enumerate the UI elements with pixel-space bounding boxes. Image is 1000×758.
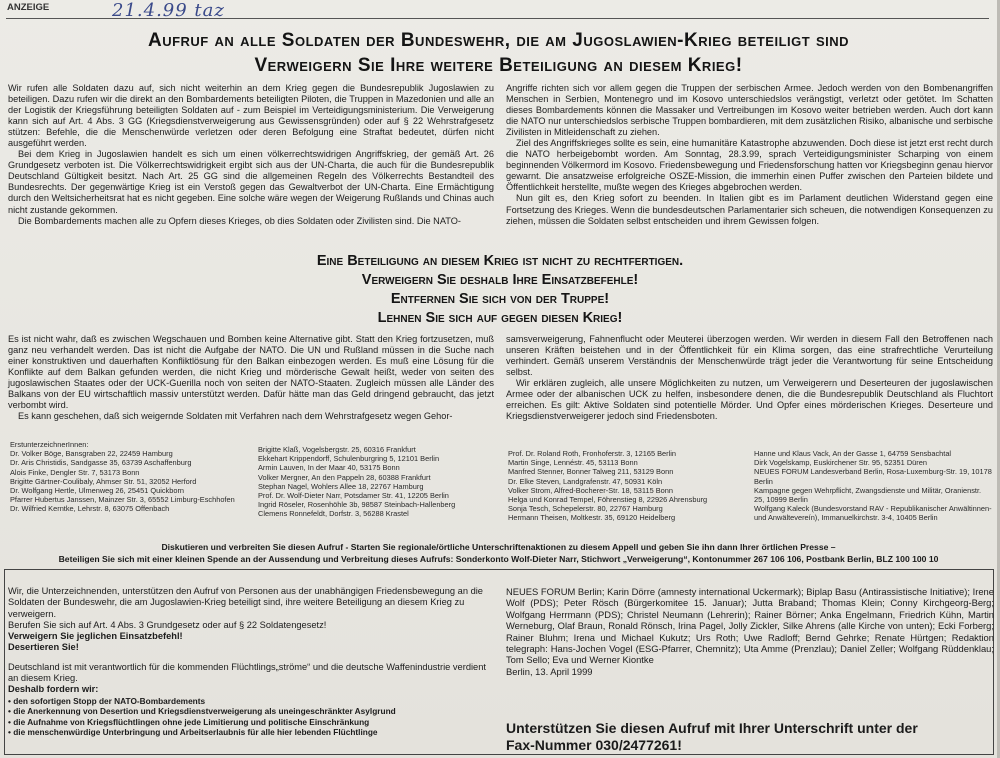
support-emphasis: Desertieren Sie! <box>8 642 79 653</box>
signer-entry: Hanne und Klaus Vack, An der Gasse 1, 64759 Sensbachtal <box>754 449 952 458</box>
body2-right-paragraph: samsverweigerung, Fahnenflucht oder Meuterei überzogen werden. Wir werden in diesem Fall den Betroffenen nach unseren Kräften beistehen und in der Öffentlichkeit für ein Klima sorgen, das eine strafrechtliche Verurteilung verhindert. Gemäß unserem Verständnis der Menschenwürde trägt jeder die Verantwortung für seine Entscheidung selbst. <box>506 334 993 378</box>
signer-entry: Dr. Wilfried Kerntke, Lehrstr. 8, 63075 Offenbach <box>10 504 170 514</box>
support-text-left <box>8 586 490 738</box>
body2-left-paragraph: Es kann geschehen, daß sich weigernde Soldaten mit Verfahren nach dem Wehrstrafgesetz wegen Gehor- <box>18 411 453 422</box>
signer-entry: Dr. Volker Böge, Bansgraben 22, 22459 Hamburg <box>10 449 173 459</box>
signer-entry: Helga und Konrad Tempel, Föhrenstieg 8, 22926 Ahrensburg <box>508 495 708 505</box>
slogan-block <box>150 252 850 328</box>
demands-list <box>8 696 490 738</box>
signer-entry: Ekkehart Krippendorff, Schulenburgring 5, 12101 Berlin <box>258 454 440 464</box>
body2-right-column <box>506 334 993 444</box>
signers-column-2 <box>258 445 498 519</box>
body-left-paragraph: Die Bombardements machen alle zu Opfern dieses Krieges, ob dies Soldaten oder Zivilisten sind. Die NATO- <box>18 215 461 226</box>
signer-entry: Dirk Vogelskamp, Euskirchener Str. 95, 52351 Düren <box>754 458 927 468</box>
body-right-paragraph: Angriffe richten sich vor allem gegen die Truppen der serbischen Armee. Jedoch werden von den Bombenangriffen Menschen in Serbien, Montenegro und im Kosovo unterschiedslos verängstigt, verletzt oder getötet. Im Schatten dieses Bombardements können die Massaker und Vertreibungen im Kosovo weiter betrieben werden. Auch dort kann die NATO nur unterschiedslos serbische Truppen bombardieren, mit dem zusätzlichen Risiko, albanische und serbische Zivilisten in Mitleidenschaft zu ziehen. <box>506 83 993 138</box>
body-right-column <box>506 83 993 269</box>
demand-item: • die Aufnahme von Kriegsflüchtlingen ohne jede Limitierung und politische Einschränkung <box>8 716 370 727</box>
signer-entry: Clemens Ronnefeldt, Dorfstr. 3, 56288 Krastel <box>258 509 409 519</box>
body-right-paragraph: Ziel des Angriffskrieges sollte es sein, eine humanitäre Katastrophe abzuwenden. Doch diese ist jetzt erst recht durch die NATO herbeigebombt worden. Am Sonntag, 28.3.99, sprach Verteidigungsminister Scharping von einem beginnenden Völkermord im Kosovo. Friedensbewegung und Friedensforschung hatten vor Kriegsbeginn genau hiervor gewarnt. Die ansatzweise erfolgreiche OSZE-Mission, die immerhin einen Puffer zwischen den Parteien bildete und Öffentlichkeit herstellte, mußte wegen des Krieges abgebrochen werden. <box>506 138 993 193</box>
signer-entry: Volker Mergner, An den Pappeln 28, 60388 Frankfurt <box>258 472 431 482</box>
signer-entry: ErstunterzeichnerInnen: <box>10 440 89 449</box>
appeal-line-1: Diskutieren und verbreiten Sie diesen Aufruf - Starten Sie regionale/örtliche Unterschriftenaktionen zu diesem Appell und geben Sie ihn dann Ihrer örtlichen Presse – <box>161 542 836 552</box>
signer-entry: Armin Lauven, In der Maar 40, 53175 Bonn <box>258 463 400 473</box>
top-rule <box>6 18 989 19</box>
signer-entry: Stephan Nagel, Wohlers Allee 18, 22767 Hamburg <box>258 481 424 491</box>
fax-call-to-action <box>506 720 986 754</box>
supporters-names: NEUES FORUM Berlin; Karin Dörre (amnesty international Uckermark); Biplap Basu (Antirassistische Initiative); Irene Wolf (PDS); Peter Rösch (Bürgerkomitee 15. Januar); Jutta Braband; Thomas Klein; Conny Kirchgeorg-Berg; Wolfgang Herrmann (PDS); Christel Neumann (Lehrerin); Rainer Börner; Anka Engelmann, Friedrich Kühn, Martin Werneburg, Olaf Braun, Ronald Rönsch, Irina Pagel, Jolly Zickler, Silke Ahrens (alle Kirche von unten); Ecki Forberg; Rainer Bluhm; Irena und Michael Kukutz; Urs Roth; Uwe Radloff; Bernd Gehrke; Renate Hürtgen; Redaktion telegraph: Hans-Jochen Vogel (ESG-Pfarrer, Chemnitz); Uta Amme (Prenzlau); Daniel Zeller; Wolfgang Rüddenklau; Tom Sello; Eva und Werner Kiontke <box>506 586 994 666</box>
body2-left-column <box>8 334 494 444</box>
support-emphasis: Verweigern Sie jeglichen Einsatzbefehl! <box>8 631 183 642</box>
signer-entry: Dr. Aris Christidis, Sandgasse 35, 63739 Aschaffenburg <box>10 458 192 468</box>
signer-entry: Hermann Theisen, Moltkestr. 35, 69120 Heidelberg <box>508 513 676 523</box>
body-left-paragraph: Bei dem Krieg in Jugoslawien handelt es sich um einen völkerrechtswidrigen Angriffskrieg, der gemäß Art. 26 Grundgesetz verboten ist. Die Völkerrechtswidrigkeit ergibt sich aus der UN-Charta, die auch für die Bundesrepublik Deutschland Gültigkeit besitzt. Nach Art. 25 GG sind die allgemeinen Regeln des Völkerrechts Bestandteil des Bundesrechts. Der gegenwärtige Krieg ist ein Verstoß gegen das Gewaltverbot der UN-Charta. Eine Ermächtigung durch den Weltsicherheitsrat hat es nicht gegeben. Eine solche wäre wegen der Weigerung Rußlands und Chinas auch nicht zustande gekommen. <box>8 149 494 215</box>
supporters-date: Berlin, 13. April 1999 <box>506 665 593 677</box>
handwritten-date-note: 21.4.99 taz <box>112 0 225 21</box>
signer-entry: Ingrid Röseler, Rosenhöhle 3b, 98587 Steinbach-Hallenberg <box>258 500 456 510</box>
slogan-line: Verweigern Sie deshalb Ihre Einsatzbefehle! <box>361 272 639 288</box>
signer-entry: Dr. Elke Steven, Landgrafenstr. 47, 50931 Köln <box>508 476 663 486</box>
body-right-paragraph: Nun gilt es, den Krieg sofort zu beenden. In Italien gibt es im Parlament deutlichen Widerstand gegen eine Fortsetzung des Krieges. Wenn die bundesdeutschen Parlamentarier sich scheuen, die notwendigen Konsequenzen zu ziehen, müssen die Soldaten selbst entscheiden und ihrem Gewissen folgen. <box>506 193 993 226</box>
signer-entry: Manfred Stenner, Bonner Talweg 211, 53129 Bonn <box>508 467 674 477</box>
signer-entry: Alois Finke, Dengler Str. 7, 53173 Bonn <box>10 467 140 477</box>
cta-line-1: Unterstützen Sie diesen Aufruf mit Ihrer Unterschrift unter der <box>506 720 918 736</box>
body2-right-paragraph: Wir erklären zugleich, alle unsere Möglichkeiten zu nutzen, um Verweigerern und Deserteuren der jugoslawischen Armee oder der albanischen UCK zu helfen, insbesondere denen, die die Bundesrepublik Deutschland als Fluchtort erreichen. Es gilt: Aktive Soldaten sind potentielle Mörder. Und Opfer eines mörderischen Krieges. Deserteure und Kriegsdienstverweigerer jedoch sind Friedensboten. <box>506 378 993 422</box>
signer-entry: Kampagne gegen Wehrpflicht, Zwangsdienste und Militär, Oranienstr. 25, 10999 Berlin <box>754 485 982 505</box>
body-left-column <box>8 83 494 269</box>
signer-entry: Prof. Dr. Roland Roth, Fronhoferstr. 3, 12165 Berlin <box>508 449 677 458</box>
body2-left-paragraph: Es ist nicht wahr, daß es zwischen Wegschauen und Bomben keine Alternative gibt. Statt den Krieg fortzusetzen, muß ganz neu verhandelt werden. Das ist nicht die Aufgabe der NATO. Die UN und Rußland müssen in die Suche nach einer konstruktiven und dauerhaften Konfliktlösung für den Balkan einbezogen werden. Es muß eine Lösung für die Konflikte auf dem Balkan gefunden werden, die nicht Krieg und mörderische Gewalt heißt, weder von seiten des jugoslawischen Staates oder der UCK-Guerilla noch von seiten der NATO-Staaten. Zugleich müssen alle Länder des Balkans von der EU wirtschaftlich massiv unterstützt werden. Dafür hätte man das Geld dringend gebraucht, das jetzt verbombt wird. <box>8 334 494 411</box>
demands-heading: Deshalb fordern wir: <box>8 684 99 695</box>
signer-entry: Brigitte Gärtner-Coulibaly, Ahmser Str. 51, 32052 Herford <box>10 476 197 486</box>
signer-entry: Wolfgang Kaleck (Bundesvorstand RAV - Republikanischer Anwältinnen- und Anwältevereín), Immanuelkirchstr. 3-4, 10405 Berlin <box>754 504 992 523</box>
cta-line-2: Fax-Nummer 030/2477261! <box>506 737 682 753</box>
body-left-paragraph: Wir rufen alle Soldaten dazu auf, sich nicht weiterhin an dem Krieg gegen die Bundesrepublik Jugoslawien zu beteiligen. Dazu rufen wir die direkt an den Bombardements beteiligten Piloten, die Truppen in Mazedonien und alle an der Logistik der Kriegsführung beteiligten Soldaten auf - zum Beispiel im Verteidigungsministerium. Die Verweigerung kann sich auf Art. 4 Abs. 3 GG (Kriegsdienstverweigerung aus Gewissensgründen) oder auf § 22 Wehrstrafgesetz stützen: Befehle, die die Menschenwürde verletzen oder deren Befolgung eine Straftat bedeutet, dürfen nicht ausgeführt werden. <box>8 83 494 149</box>
signers-column-4 <box>754 449 992 523</box>
signers-column-1 <box>10 440 250 514</box>
signers-column-3 <box>508 449 738 523</box>
headline-line-2: Verweigern Sie Ihre weitere Beteiligung an diesem Krieg! <box>254 55 743 76</box>
signer-entry: Volker Strom, Alfred-Bocherer-Str. 18, 53115 Bonn <box>508 485 674 495</box>
supporters-list <box>506 586 994 677</box>
slogan-line: Eine Beteiligung an diesem Krieg ist nicht zu rechtfertigen. <box>316 253 684 269</box>
slogan-line: Entfernen Sie sich von der Truppe! <box>390 291 610 307</box>
support-paragraph: Wir, die Unterzeichnenden, unterstützen den Aufruf von Personen aus der unabhängigen Friedensbewegung an die Soldaten der Bundeswehr, die am Jugoslawien-Krieg beteiligt sind, ihre weitere Beteiligung an diesem Krieg zu verweigern. <box>8 586 483 619</box>
appeal-line-2: Beteiligen Sie sich mit einer kleinen Spende an der Aussendung und Verbreitung dieses Aufrufs: Sonderkonto Wolf-Dieter Narr, Stichwort „Verweigerung“, Kontonummer 267 106 106, Postbank Berlin, BLZ 100 100 10 <box>58 554 939 564</box>
demand-item: • die Anerkennung von Desertion und Kriegsdienstverweigerung als uneingeschränkter Asylgrund <box>8 706 396 717</box>
support-paragraph: Berufen Sie sich auf Art. 4 Abs. 3 Grundgesetz oder auf § 22 Soldatengesetz! <box>8 619 327 630</box>
demand-item: • die menschenwürdige Unterbringung und Arbeitserlaubnis für alle hier lebenden Flüchtlinge <box>8 727 378 738</box>
demand-item: • den sofortigen Stopp der NATO-Bombardements <box>8 695 206 706</box>
headline-line-1: Aufruf an alle Soldaten der Bundeswehr, die am Jugoslawien-Krieg beteiligt sind <box>147 30 850 51</box>
spacer <box>8 654 490 662</box>
slogan-line: Lehnen Sie sich auf gegen diesen Krieg! <box>377 310 623 326</box>
ad-label: ANZEIGE <box>7 2 50 13</box>
signer-entry: Dr. Wolfgang Hertle, Ulmenweg 26, 25451 Quickborn <box>10 486 185 496</box>
signer-entry: Sonja Tesch, Schepelerstr. 80, 22767 Hamburg <box>508 504 663 514</box>
signer-entry: Brigitte Klaß, Vogelsbergstr. 25, 60316 Frankfurt <box>258 445 416 454</box>
signer-entry: Pfarrer Hubertus Janssen, Mainzer Str. 3, 65552 Limburg-Eschhofen <box>10 495 235 505</box>
support-paragraph: Deutschland ist mit verantwortlich für die kommenden Flüchtlings„ströme“ und die deutsche Waffenindustrie verdient an diesem Krieg. <box>8 661 486 684</box>
signer-entry: NEUES FORUM Landesverband Berlin, Rosa-Luxemburg-Str. 19, 10178 Berlin <box>754 467 992 486</box>
signer-entry: Prof. Dr. Wolf-Dieter Narr, Potsdamer Str. 41, 12205 Berlin <box>258 491 449 501</box>
signer-entry: Martin Singe, Lennéstr. 45, 53113 Bonn <box>508 458 638 468</box>
